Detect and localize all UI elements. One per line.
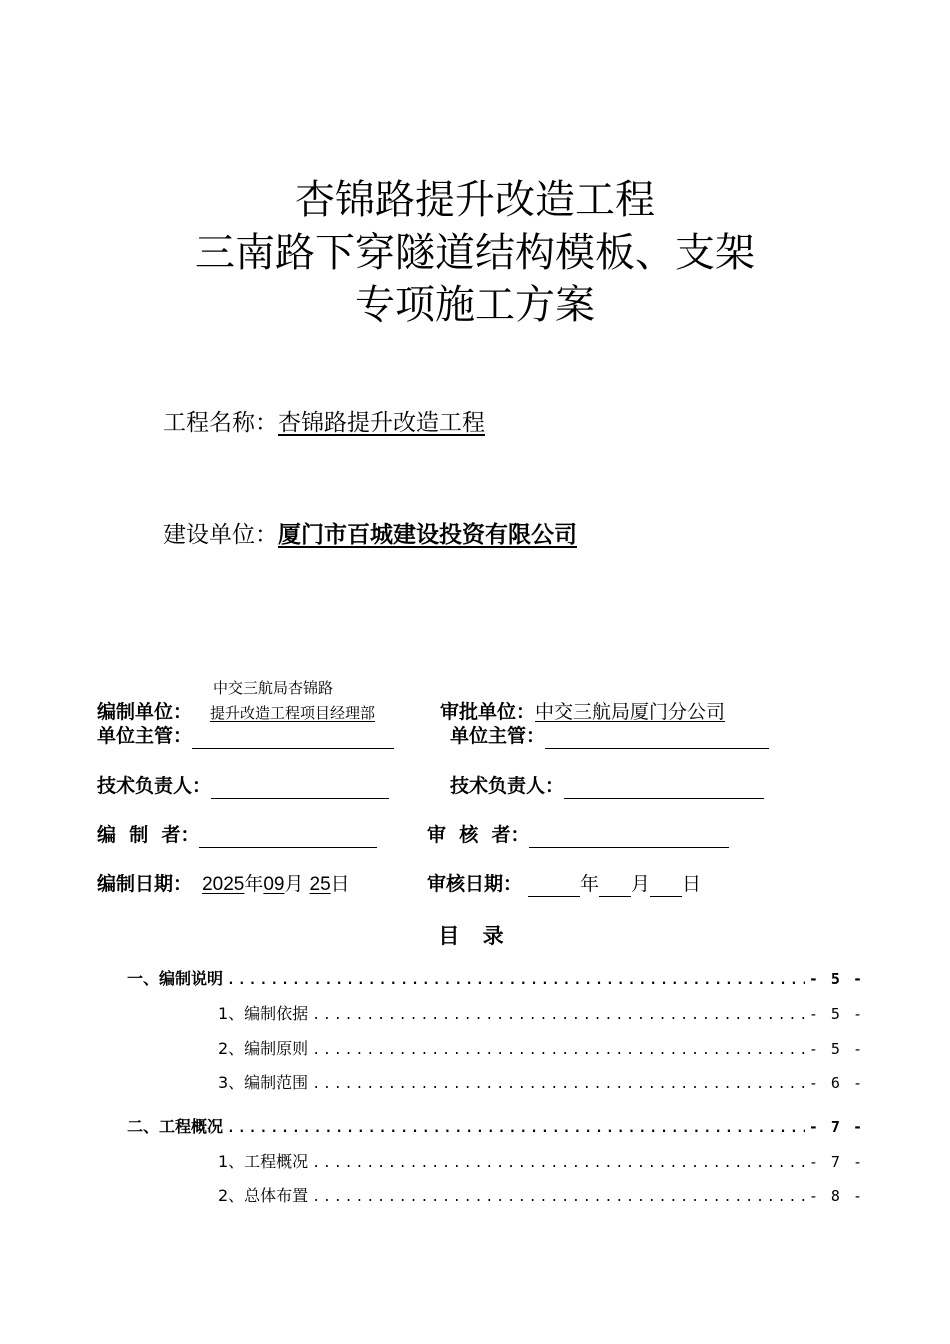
left-tech-label: 技术负责人： bbox=[97, 775, 212, 797]
toc-entry[interactable] bbox=[127, 1114, 864, 1137]
review-month-char: 月 bbox=[631, 873, 651, 895]
toc-leader-dots bbox=[227, 1121, 805, 1136]
left-supervisor-row bbox=[97, 723, 394, 749]
approve-unit-row bbox=[440, 699, 725, 725]
left-supervisor-blank[interactable] bbox=[192, 728, 394, 749]
title-line-2: 三南路下穿隧道结构模板、支架 bbox=[195, 230, 755, 276]
compiler-label: 编 制 者： bbox=[97, 824, 200, 846]
review-month-blank[interactable] bbox=[599, 876, 631, 897]
compile-unit-value-line2: 提升改造工程项目经理部 bbox=[210, 704, 376, 722]
right-supervisor-blank[interactable] bbox=[545, 728, 769, 749]
compile-unit-value-line1: 中交三航局杏锦路 bbox=[213, 679, 334, 697]
toc-leader-dots bbox=[227, 973, 805, 988]
title-line-1: 杏锦路提升改造工程 bbox=[295, 177, 655, 223]
toc-entry[interactable] bbox=[218, 1001, 864, 1024]
project-name-value: 杏锦路提升改造工程 bbox=[278, 410, 485, 436]
compile-date-row bbox=[97, 871, 350, 898]
toc-entry-label: 1、工程概况 bbox=[218, 1152, 309, 1171]
toc-leader-dots bbox=[312, 1043, 805, 1058]
compiler-blank[interactable] bbox=[199, 827, 377, 848]
toc-leader-dots bbox=[312, 1156, 805, 1171]
toc-entry-label: 1、编制依据 bbox=[218, 1004, 309, 1023]
right-tech-row bbox=[450, 773, 764, 799]
compile-unit-label: 编制单位： bbox=[97, 701, 193, 723]
compile-year-char: 年 bbox=[244, 873, 264, 895]
toc-title: 目 录 bbox=[438, 924, 512, 948]
review-date-label: 审核日期： bbox=[427, 873, 523, 895]
toc-entry-label: 2、编制原则 bbox=[218, 1039, 309, 1058]
toc-entry-page: - 5 - bbox=[808, 1005, 864, 1023]
right-supervisor-row bbox=[450, 723, 769, 749]
compile-day: 25 bbox=[309, 874, 331, 895]
approve-unit-value: 中交三航局厦门分公司 bbox=[535, 701, 726, 723]
compile-unit-row bbox=[97, 699, 192, 725]
right-tech-label: 技术负责人： bbox=[450, 775, 565, 797]
reviewer-row bbox=[427, 822, 729, 848]
toc-entry-label: 2、总体布置 bbox=[218, 1186, 309, 1205]
title-line-3: 专项施工方案 bbox=[355, 282, 595, 328]
toc-leader-dots bbox=[312, 1077, 805, 1092]
left-tech-blank[interactable] bbox=[211, 778, 389, 799]
toc-entry-page: - 7 - bbox=[808, 1118, 864, 1136]
toc-entry-label: 一、编制说明 bbox=[127, 969, 224, 988]
review-day-char: 日 bbox=[682, 873, 702, 895]
toc-entry[interactable] bbox=[127, 966, 864, 989]
toc-entry-label: 3、编制范围 bbox=[218, 1073, 309, 1092]
review-date-row bbox=[427, 871, 701, 897]
approve-unit-label: 审批单位： bbox=[440, 701, 536, 723]
review-day-blank[interactable] bbox=[650, 876, 682, 897]
toc-entry-page: - 6 - bbox=[808, 1074, 864, 1092]
right-tech-blank[interactable] bbox=[564, 778, 764, 799]
left-tech-row bbox=[97, 773, 389, 799]
left-supervisor-label: 单位主管： bbox=[97, 725, 193, 747]
toc-entry-page: - 7 - bbox=[808, 1153, 864, 1171]
toc-entry-page: - 8 - bbox=[808, 1187, 864, 1205]
review-year-char: 年 bbox=[580, 873, 600, 895]
compile-date-label: 编制日期： bbox=[97, 873, 193, 895]
owner-row bbox=[163, 520, 577, 550]
project-name-label: 工程名称： bbox=[163, 410, 278, 436]
toc-entry-page: - 5 - bbox=[808, 970, 864, 988]
compiler-row bbox=[97, 822, 377, 848]
toc-entry-label: 二、工程概况 bbox=[127, 1117, 224, 1136]
toc-entry[interactable] bbox=[218, 1149, 864, 1172]
toc-entry[interactable] bbox=[218, 1183, 864, 1206]
compile-year: 2025 bbox=[202, 874, 245, 895]
review-year-blank[interactable] bbox=[528, 876, 580, 897]
reviewer-label: 审 核 者： bbox=[427, 824, 530, 846]
compile-day-char: 日 bbox=[330, 873, 350, 895]
compile-month: 09 bbox=[263, 874, 285, 895]
toc-entry-page: - 5 - bbox=[808, 1040, 864, 1058]
owner-value: 厦门市百城建设投资有限公司 bbox=[278, 522, 577, 548]
toc-entry[interactable] bbox=[218, 1036, 864, 1059]
project-name-row bbox=[163, 408, 485, 438]
toc-entry[interactable] bbox=[218, 1070, 864, 1093]
owner-label: 建设单位： bbox=[163, 522, 278, 548]
toc-leader-dots bbox=[312, 1190, 805, 1205]
reviewer-blank[interactable] bbox=[529, 827, 729, 848]
toc-leader-dots bbox=[312, 1008, 805, 1023]
compile-month-char: 月 bbox=[284, 873, 304, 895]
right-supervisor-label: 单位主管： bbox=[450, 725, 546, 747]
